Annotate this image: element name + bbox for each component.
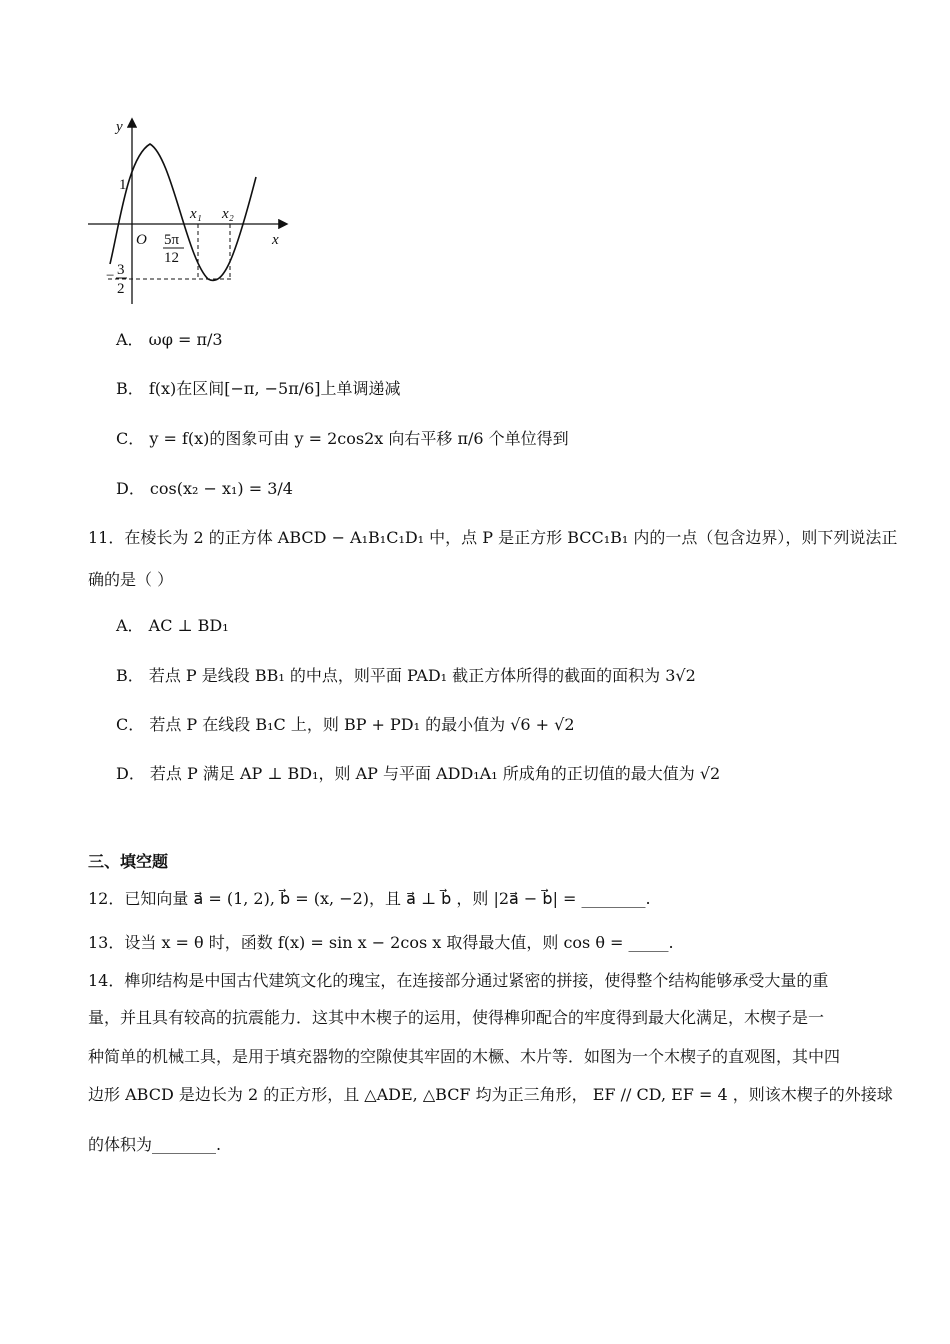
neg-den-label: 2 bbox=[117, 281, 125, 297]
q10-option-d: D． cos(x₂ − x₁) = 3/4 bbox=[116, 479, 293, 498]
q11-option-b: B． 若点 P 是线段 BB₁ 的中点，则平面 PAD₁ 截正方体所得的截面的面积为 3√2 bbox=[116, 666, 696, 685]
q14-line4: 边形 ABCD 是边长为 2 的正方形，且 △ADE, △BCF 均为正三角形， EF // CD, EF = 4 ，则该木楔子的外接球 bbox=[88, 1085, 893, 1104]
y-label: y bbox=[116, 119, 123, 135]
q14-line3: 种简单的机械工具，是用于填充器物的空隙使其牢固的木橛、木片等．如图为一个木楔子的直观图，其中四 bbox=[88, 1047, 841, 1066]
one-label: 1 bbox=[119, 177, 127, 193]
q11-stem-line1: 11．在棱长为 2 的正方体 ABCD − A₁B₁C₁D₁ 中，点 P 是正方形 BCC₁B₁ 内的一点（包含边界），则下列说法正 bbox=[88, 528, 898, 547]
x-label: x bbox=[272, 232, 279, 248]
function-graph bbox=[86, 112, 296, 312]
neg-num-label: 3 bbox=[117, 262, 125, 278]
q14-line5: 的体积为________. bbox=[88, 1135, 222, 1154]
q14-line1: 14．榫卯结构是中国古代建筑文化的瑰宝，在连接部分通过紧密的拼接，使得整个结构能够承受大量的重 bbox=[88, 971, 829, 990]
tick-num-label: 5π bbox=[164, 232, 180, 248]
q11-option-c: C． 若点 P 在线段 B₁C 上，则 BP + PD₁ 的最小值为 √6 + √2 bbox=[116, 715, 575, 734]
q11-stem-line2: 确的是（ ） bbox=[88, 570, 174, 589]
neg-sign-label: − bbox=[106, 268, 115, 284]
tick-den-label: 12 bbox=[164, 250, 179, 266]
q11-option-d: D． 若点 P 满足 AP ⊥ BD₁，则 AP 与平面 ADD₁A₁ 所成角的正切值的最大值为 √2 bbox=[116, 764, 721, 783]
q14-line2: 量，并且具有较高的抗震能力．这其中木楔子的运用，使得榫卯配合的牢度得到最大化满足，木楔子是一 bbox=[88, 1008, 825, 1027]
x1-label: x₁ bbox=[190, 206, 202, 222]
q10-option-a: A． ωφ = π/3 bbox=[116, 330, 223, 349]
q10-option-c: C． y = f(x)的图象可由 y = 2cos2x 向右平移 π/6 个单位得到 bbox=[116, 429, 569, 448]
q13-text: 13．设当 x = θ 时，函数 f(x) = sin x − 2cos x 取得最大值，则 cos θ = _____. bbox=[88, 933, 674, 952]
q11-option-a: A． AC ⊥ BD₁ bbox=[116, 616, 229, 635]
q10-option-b: B． f(x)在区间[−π, −5π/6]上单调递减 bbox=[116, 379, 401, 398]
origin-label: O bbox=[136, 232, 147, 248]
q12-text: 12．已知向量 a⃗ = (1, 2), b⃗ = (x, −2)，且 a⃗ ⊥ b⃗ ，则 |2a⃗ − b⃗| = ________. bbox=[88, 889, 651, 908]
section-title: 三、填空题 bbox=[88, 852, 169, 871]
x2-label: x₂ bbox=[222, 206, 234, 222]
